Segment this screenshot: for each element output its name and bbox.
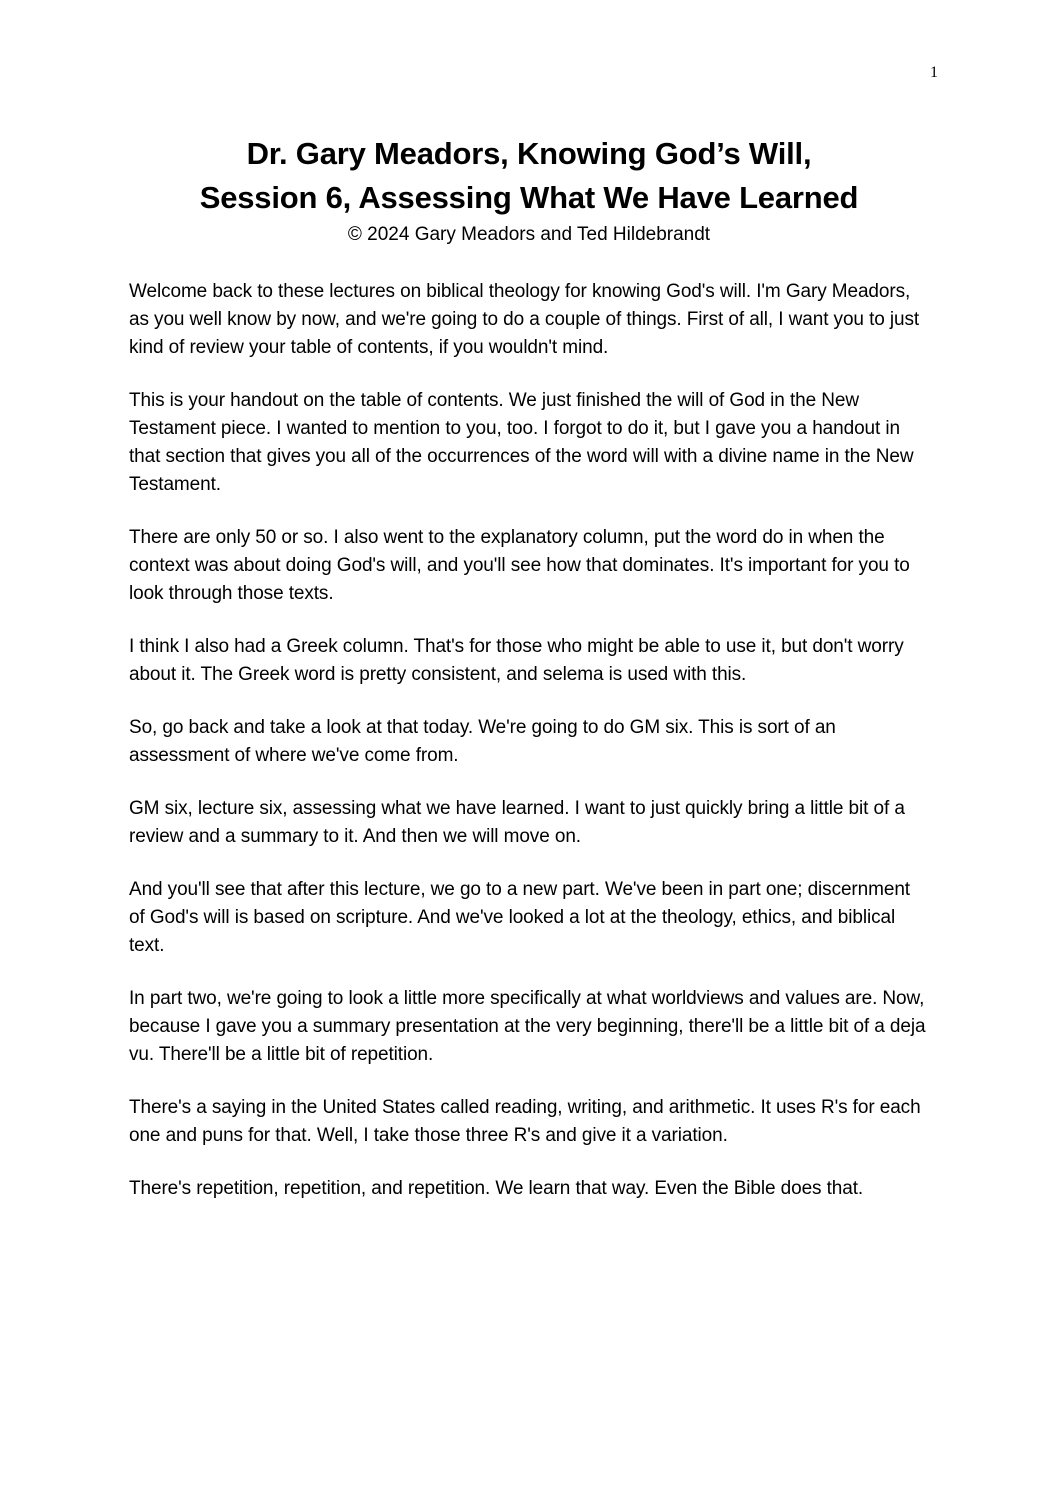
paragraph: There are only 50 or so. I also went to the explanatory column, put the word do in when the context was about doing God's will, and you'll see how that dominates. It's important for you to look through those texts.: [129, 527, 910, 604]
paragraph: GM six, lecture six, assessing what we have learned. I want to just quickly bring a little bit of a review and a summary to it. And then we will move on.: [129, 798, 905, 847]
paragraph: So, go back and take a look at that today. We're going to do GM six. This is sort of an assessment of where we've come from.: [129, 717, 836, 766]
paragraph: There's a saying in the United States called reading, writing, and arithmetic. It uses R's for each one and puns for that. Well, I take those three R's and give it a variation.: [129, 1097, 921, 1146]
paragraph: There's repetition, repetition, and repetition. We learn that way. Even the Bible does that.: [129, 1178, 864, 1199]
paragraph: Welcome back to these lectures on biblical theology for knowing God's will. I'm Gary Meadors, as you well know by now, and we're going to do a couple of things. First of all, I want you to just kind of review your table of contents, if you wouldn't mind.: [129, 281, 920, 358]
body-text: [129, 278, 929, 1228]
title-block: [80, 132, 978, 248]
document-title-line-1: Dr. Gary Meadors, Knowing God’s Will,: [246, 136, 812, 171]
paragraph: I think I also had a Greek column. That's for those who might be able to use it, but don't worry about it. The Greek word is pretty consistent, and selema is used with this.: [129, 636, 904, 685]
paragraph: This is your handout on the table of contents. We just finished the will of God in the New Testament piece. I wanted to mention to you, too. I forgot to do it, but I gave you a handout in that section that gives you all of the occurrences of the word will with a divine name in the New Testament.: [129, 390, 914, 495]
paragraph: And you'll see that after this lecture, we go to a new part. We've been in part one; discernment of God's will is based on scripture. And we've looked a lot at the theology, ethics, and biblical text.: [129, 879, 910, 956]
page-number: 1: [930, 64, 938, 81]
copyright-notice: © 2024 Gary Meadors and Ted Hildebrandt: [347, 224, 711, 245]
document-title-line-2: Session 6, Assessing What We Have Learned: [199, 180, 859, 215]
paragraph: In part two, we're going to look a little more specifically at what worldviews and values are. Now, because I gave you a summary presentation at the very beginning, there'll be a little bit of a deja vu. There'll be a little bit of repetition.: [129, 988, 926, 1065]
